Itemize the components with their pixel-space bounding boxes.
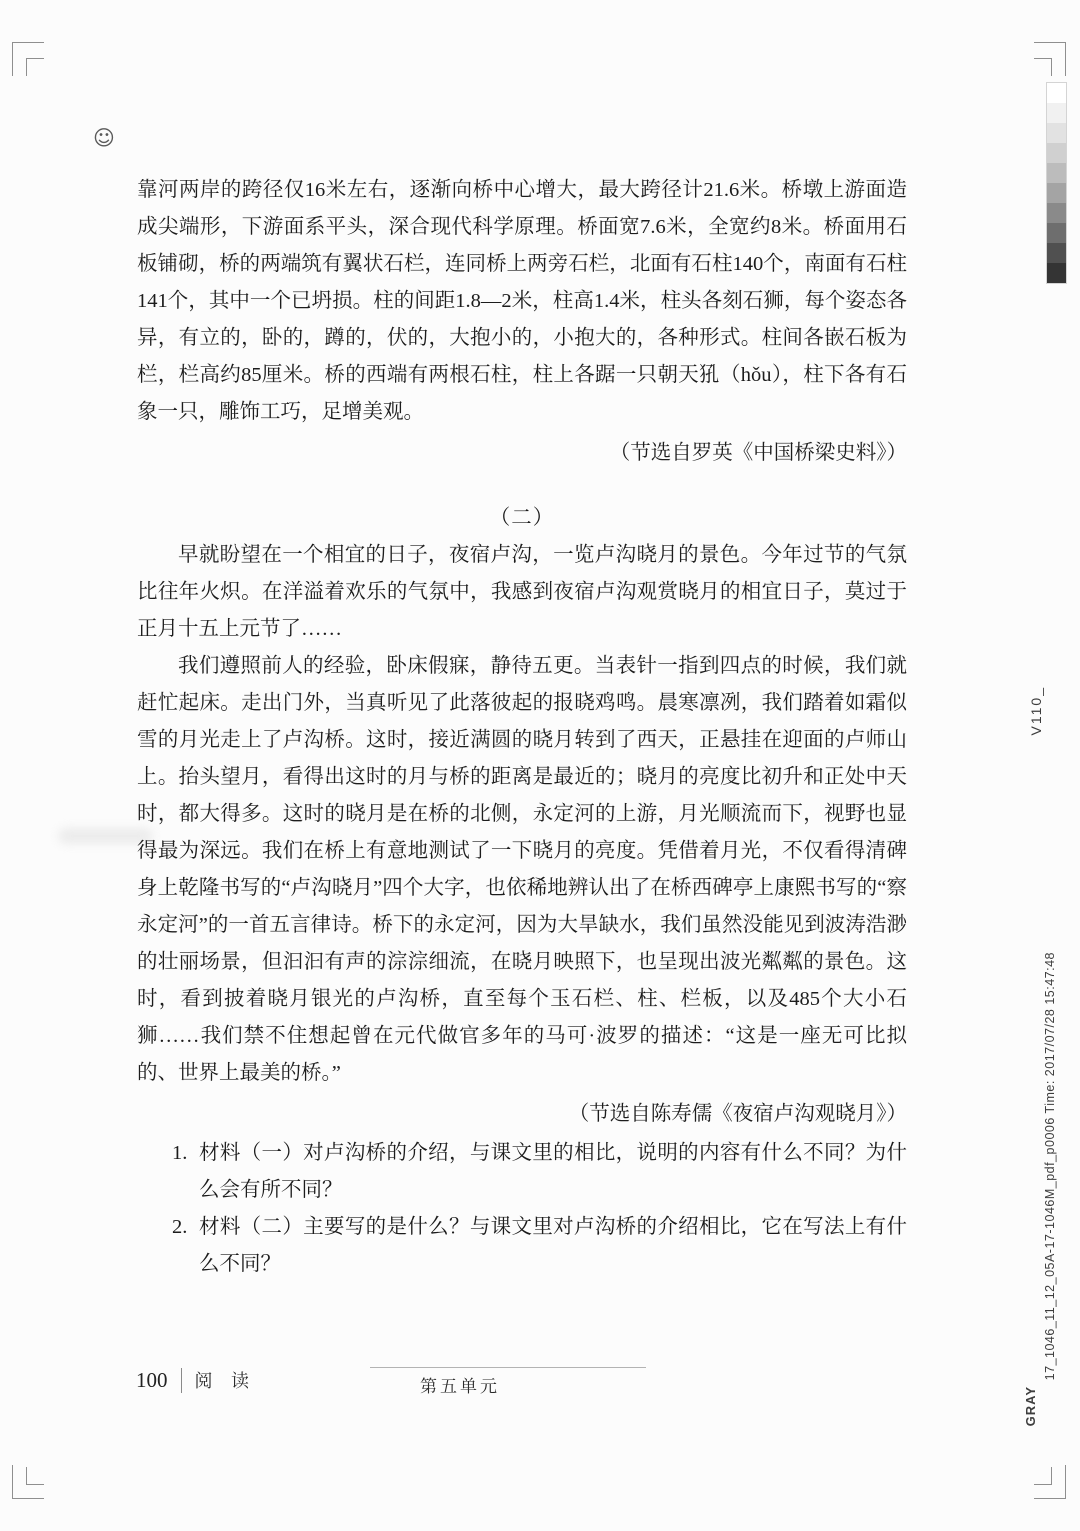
- questions-list: [137, 1135, 907, 1283]
- grayscale-step: [1047, 263, 1066, 283]
- attribution-material-2: （节选自陈寿儒《夜宿卢沟观晓月》）: [568, 1103, 907, 1125]
- section-2-heading: （二）: [489, 507, 555, 529]
- footer-unit-label: 第五单元: [420, 1377, 500, 1396]
- grayscale-step: [1047, 143, 1066, 163]
- gray-channel-label: GRAY: [1023, 1386, 1038, 1427]
- smiley-face-icon: ☺: [93, 126, 115, 150]
- footer-unit-rule: [370, 1367, 646, 1368]
- question-item: [172, 1209, 907, 1283]
- grayscale-step: [1047, 103, 1066, 123]
- footer-divider: [181, 1368, 182, 1393]
- question-number: 1.: [172, 1142, 188, 1164]
- paragraph-dawn-moon: 我们遵照前人的经验，卧床假寐，静待五更。当表针一指到四点的时候，我们就赶忙起床。走出门外，当真听见了此落彼起的报晓鸡鸣。晨寒凛冽，我们踏着如霜似雪的月光走上了卢沟桥。这时，接近满圆的晓月转到了西天，正悬挂在迎面的卢师山上。抬头望月，看得出这时的月与桥的距离是最近的；晓月的亮度比初升和正处中天时，都大得多。这时的晓月是在桥的北侧，永定河的上游，月光顺流而下，视野也显得最为深远。我们在桥上有意地测试了一下晓月的亮度。凭借着月光，不仅看得清碑身上乾隆书写的“卢沟晓月”四个大字，也依稀地辨认出了在桥西碑亭上康熙书写的“察永定河”的一首五言律诗。桥下的永定河，因为大旱缺水，我们虽然没能见到波涛浩渺的壮丽场景，但汩汩有声的淙淙细流，在晓月映照下，也呈现出波光粼粼的景色。这时，看到披着晓月银光的卢沟桥，直至每个玉石栏、柱、栏板，以及485个大小石狮……我们禁不住想起曾在元代做官多年的马可·波罗的描述：“这是一座无可比拟的、世界上最美的桥。”: [137, 655, 907, 1084]
- print-job-slug: 17_1046_11_12_05A-17-1046M_pdf_p0006 Time: 2017/07/28 15:47:48: [1043, 952, 1057, 1381]
- paragraph-anticipation: 早就盼望在一个相宜的日子，夜宿卢沟，一览卢沟晓月的景色。今年过节的气氛比往年火炽。在洋溢着欢乐的气氛中，我感到夜宿卢沟观赏晓月的相宜日子，莫过于正月十五上元节了……: [137, 544, 907, 640]
- question-number: 2.: [172, 1216, 188, 1238]
- grayscale-step: [1047, 243, 1066, 263]
- grayscale-step: [1047, 223, 1066, 243]
- crop-mark-bottom-left-inner: [26, 1467, 44, 1485]
- grayscale-step: [1047, 203, 1066, 223]
- question-item: [172, 1135, 907, 1209]
- grayscale-step: [1047, 83, 1066, 103]
- paragraph-bridge-structure: 靠河两岸的跨径仅16米左右，逐渐向桥中心增大，最大跨径计21.6米。桥墩上游面造成尖端形，下游面系平头，深合现代科学原理。桥面宽7.6米，全宽约8米。桥面用石板铺砌，桥的两端筑有翼状石栏，连同桥上两旁石栏，北面有石柱140个，南面有石柱141个，其中一个已坍损。柱的间距1.8—2米，柱高1.4米，柱头各刻石狮，每个姿态各异，有立的，卧的，蹲的，伏的，大抱小的，小抱大的，各种形式。柱间各嵌石板为栏，栏高约85厘米。桥的西端有两根石柱，柱上各踞一只朝天犼（hǒu），柱下各有石象一只，雕饰工巧，足增美观。: [137, 179, 907, 423]
- grayscale-step: [1047, 163, 1066, 183]
- page-number: 100: [136, 1367, 168, 1392]
- print-code-v110: V110_: [1028, 686, 1044, 736]
- crop-mark-bottom-right-inner: [1034, 1467, 1052, 1485]
- page-footer: [136, 1366, 256, 1394]
- text-column: [137, 172, 907, 1283]
- footer-section-label: 阅 读: [194, 1371, 256, 1391]
- question-text: 材料（二）主要写的是什么？与课文里对卢沟桥的介绍相比，它在写法上有什么不同？: [199, 1216, 907, 1275]
- crop-mark-top-left-inner: [26, 58, 44, 76]
- crop-mark-top-right-inner: [1034, 58, 1052, 76]
- question-text: 材料（一）对卢沟桥的介绍，与课文里的相比，说明的内容有什么不同？为什么会有所不同？: [199, 1142, 907, 1201]
- grayscale-step: [1047, 123, 1066, 143]
- attribution-material-1: （节选自罗英《中国桥梁史料》）: [609, 442, 907, 464]
- grayscale-step: [1047, 183, 1066, 203]
- grayscale-bar: [1046, 82, 1067, 284]
